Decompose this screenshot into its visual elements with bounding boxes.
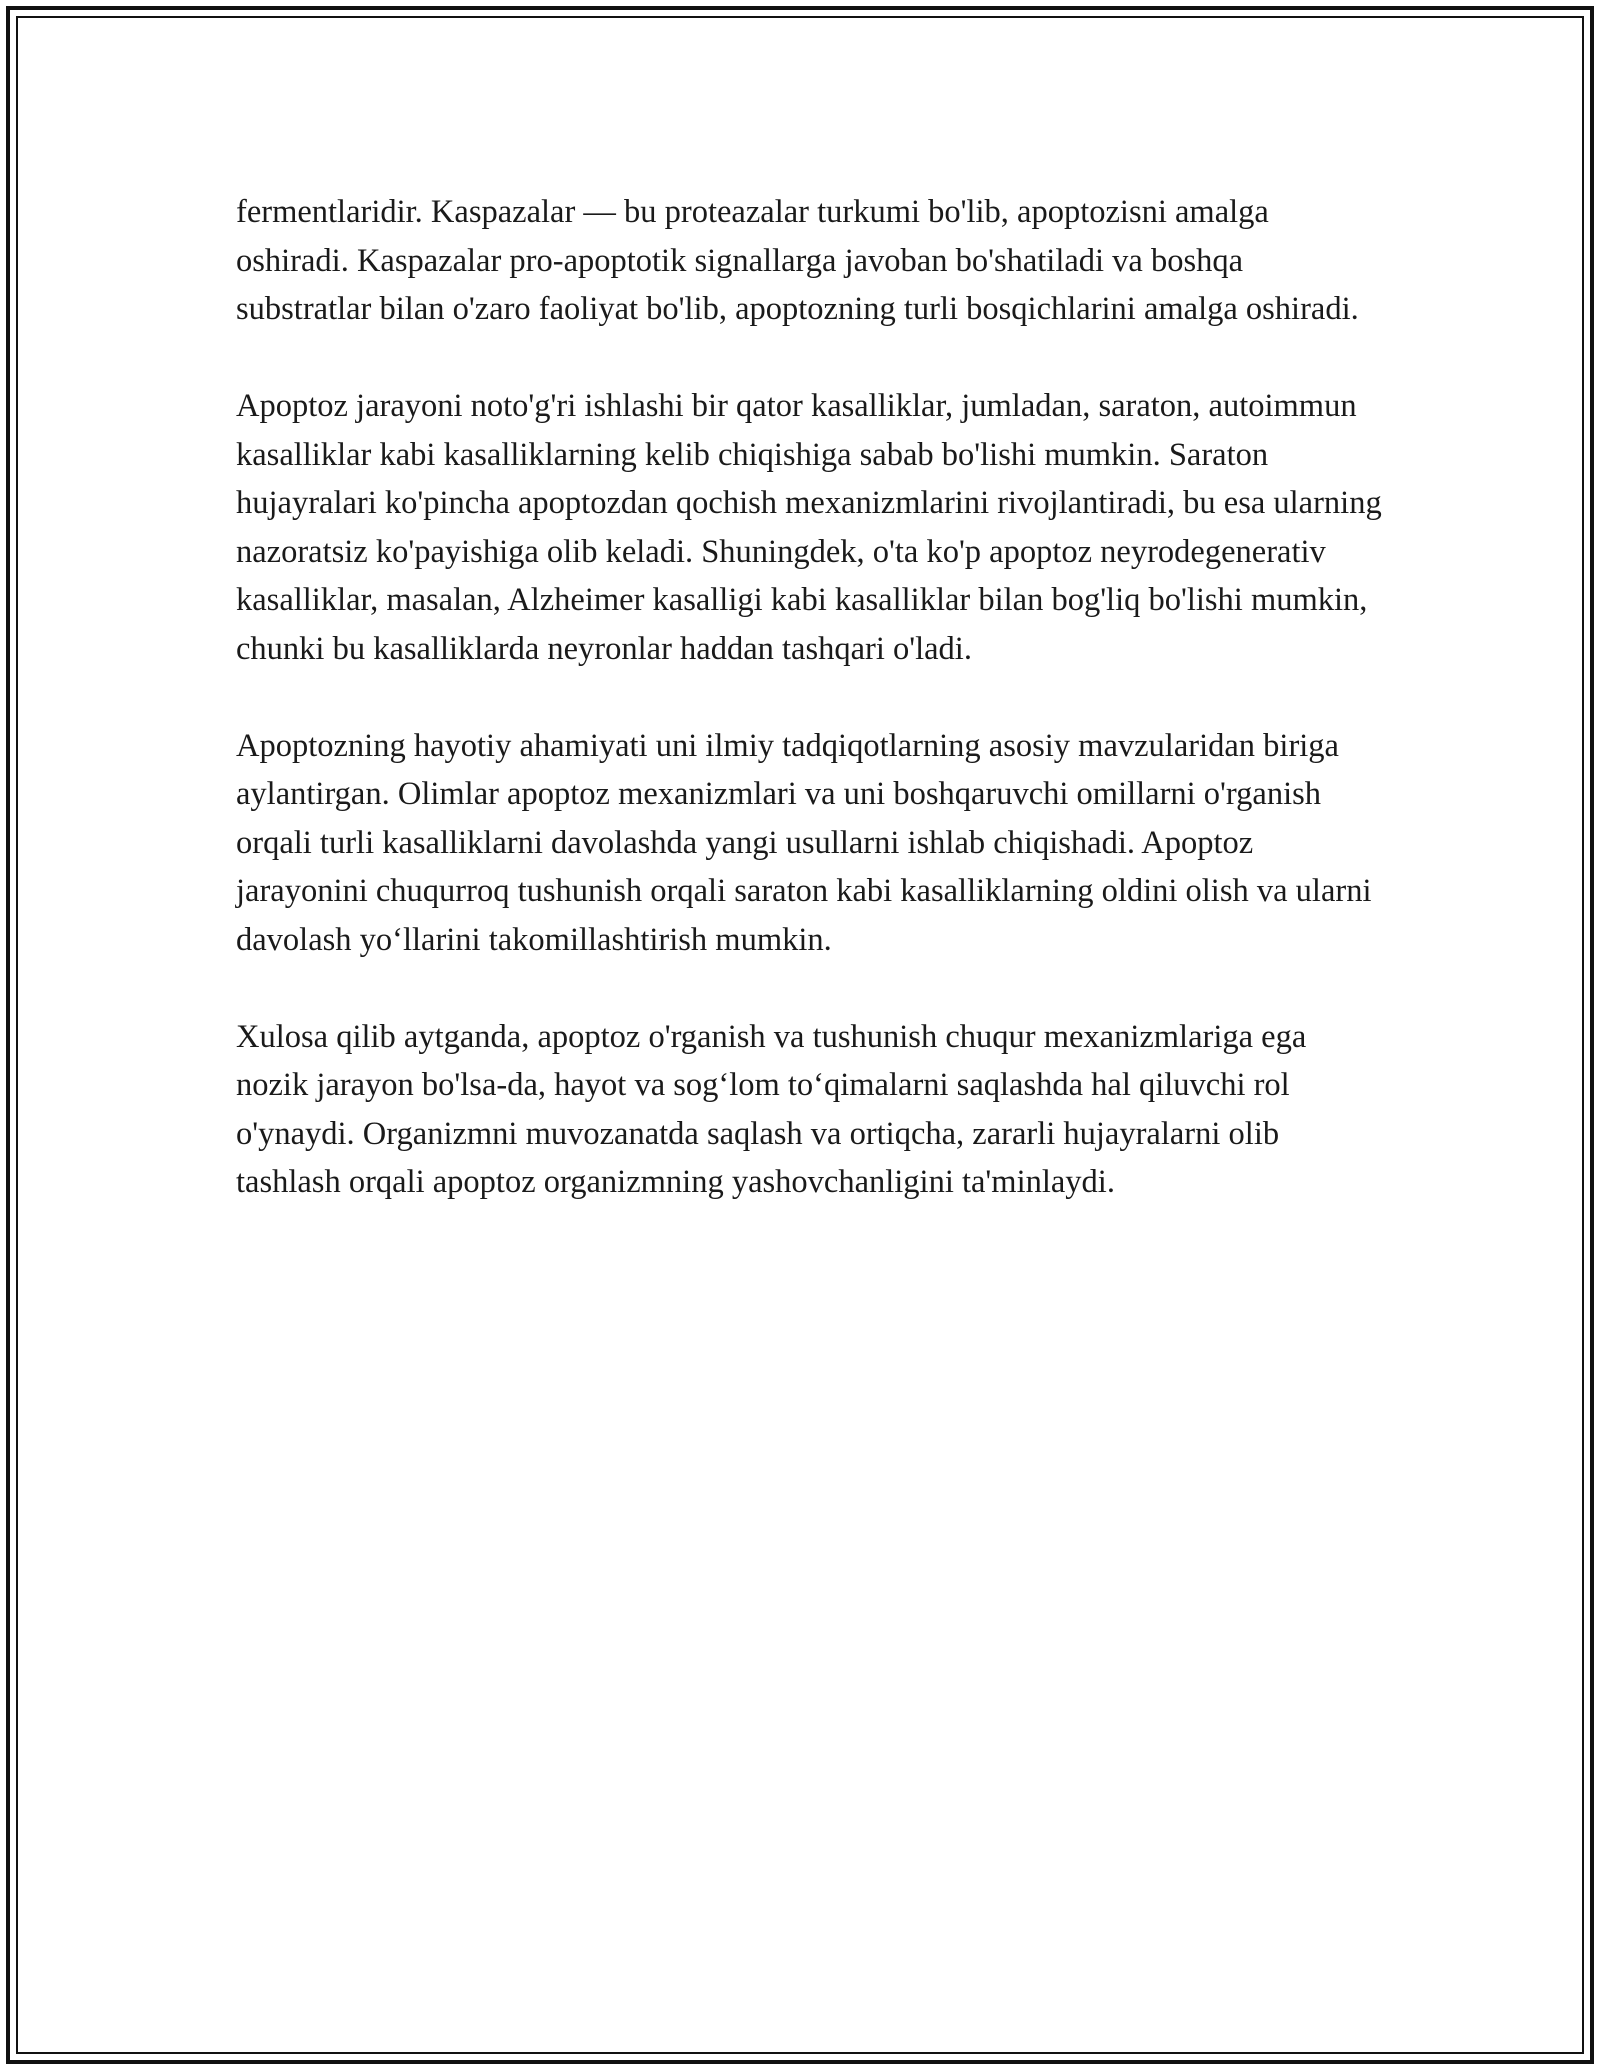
- paragraph-apoptosis-diseases: Apoptoz jarayoni noto'g'ri ishlashi bir qator kasalliklar, jumladan, saraton, autoimmun kasalliklar kabi kasalliklarning kelib chiqishiga sabab bo'lishi mumkin. Saraton hujayralari ko'pincha apoptozdan qochish mexanizmlarini rivojlantiradi, bu esa ularning nazoratsiz ko'payishiga olib keladi. Shuningdek, o'ta ko'p apoptoz neyrodegenerativ kasalliklar, masalan, Alzheimer kasalligi kabi kasalliklar bilan bog'liq bo'lishi mumkin, chunki bu kasalliklarda neyronlar haddan tashqari o'ladi.: [236, 388, 1382, 667]
- document-body: [236, 188, 1386, 1207]
- paragraph-conclusion: Xulosa qilib aytganda, apoptoz o'rganish va tushunish chuqur mexanizmlariga ega nozik jarayon bo'lsa-da, hayot va sog‘lom to‘qimalarni saqlashda hal qiluvchi rol o'ynaydi. Organizmni muvozanatda saqlash va ortiqcha, zararli hujayralarni olib tashlash orqali apoptoz organizmning yashovchanligini ta'minlaydi.: [236, 1018, 1307, 1200]
- paragraph-caspases: fermentlaridir. Kaspazalar — bu proteazalar turkumi bo'lib, apoptozisni amalga oshiradi. Kaspazalar pro-apoptotik signallarga javoban bo'shatiladi va boshqa substratlar bilan o'zaro faoliyat bo'lib, apoptozning turli bosqichlarini amalga oshiradi.: [236, 194, 1359, 327]
- paragraph-research-importance: Apoptozning hayotiy ahamiyati uni ilmiy tadqiqotlarning asosiy mavzularidan biriga aylantirgan. Olimlar apoptoz mexanizmlari va uni boshqaruvchi omillarni o'rganish orqali turli kasalliklarni davolashda yangi usullarni ishlab chiqishadi. Apoptoz jarayonini chuqurroq tushunish orqali saraton kabi kasalliklarning oldini olish va ularni davolash yo‘llarini takomillashtirish mumkin.: [236, 727, 1372, 958]
